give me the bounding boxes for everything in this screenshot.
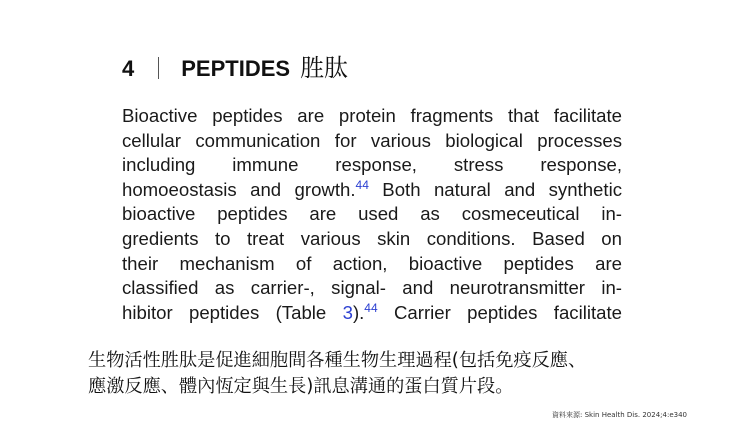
paragraph-line — [122, 202, 622, 227]
section-number: 4 — [122, 56, 135, 81]
citation-link[interactable]: 44 — [364, 300, 378, 315]
line-text: ). — [352, 301, 365, 323]
paragraph — [122, 104, 622, 325]
line-text: cellular communication for various biological processes — [122, 129, 622, 151]
table-link[interactable]: 3 — [342, 301, 353, 323]
citation-link[interactable]: 44 — [355, 177, 369, 192]
paragraph-line — [122, 301, 622, 326]
line-text: classified as carrier-, signal- and neurotransmitter in- — [122, 277, 622, 299]
heading-divider — [158, 57, 159, 79]
section-title: PEPTIDES — [181, 56, 291, 81]
line-text: bioactive peptides are used as cosmeceutical in- — [122, 203, 622, 225]
line-text: their mechanism of action, bioactive peptides are — [122, 252, 622, 274]
summary-line: 生物活性胜肽是促進細胞間各種生物生理過程(包括免疫反應、 — [88, 350, 587, 371]
line-text: Both natural and synthetic — [368, 178, 622, 200]
paragraph-line — [122, 153, 622, 178]
paragraph-line — [122, 276, 622, 301]
paragraph-line — [122, 227, 622, 252]
line-text: gredients to treat various skin conditions. Based on — [122, 227, 622, 249]
line-text: homoeostasis and growth. — [122, 178, 356, 200]
line-text: including immune response, stress response, — [122, 154, 622, 176]
paragraph-line — [122, 129, 622, 154]
paragraph-line — [122, 178, 622, 203]
section-title-chinese: 胜肽 — [300, 54, 349, 82]
source-citation: 資料來源: Skin Health Dis. 2024;4:e340 — [552, 411, 687, 419]
paragraph-line — [122, 252, 622, 277]
line-text: hibitor peptides (Table — [122, 301, 343, 323]
chinese-summary — [88, 348, 688, 400]
summary-line: 應激反應、體內恆定與生長)訊息溝通的蛋白質片段。 — [88, 376, 514, 397]
line-text: Bioactive peptides are protein fragments that facilitate — [122, 105, 622, 126]
section-heading — [122, 48, 348, 83]
line-text: Carrier peptides facilitate — [377, 301, 622, 323]
paragraph-line — [122, 104, 622, 129]
